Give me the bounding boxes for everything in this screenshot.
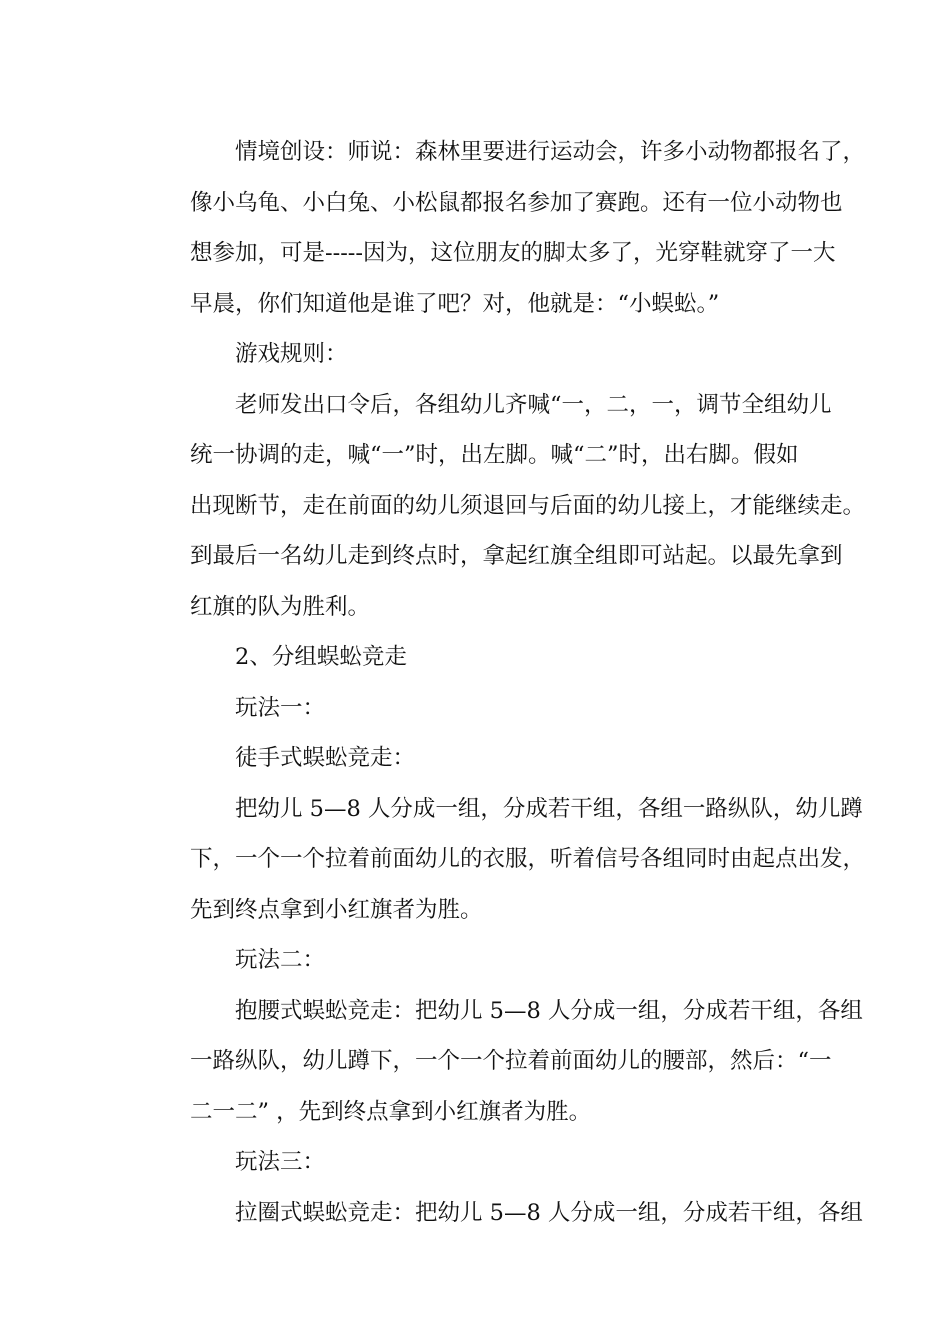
text-line: 出现断节，走在前面的幼儿须退回与后面的幼儿接上，才能继续走。 [190,492,866,519]
paragraph-method-one-title [145,733,815,784]
text-line: 一路纵队，幼儿蹲下，一个一个拉着前面幼儿的腰部，然后：“一 [190,1048,832,1074]
text-line: 玩法二： [235,947,326,973]
text-line: 游戏规则： [235,341,348,367]
text-line: 到最后一名幼儿走到终点时，拿起红旗全组即可站起。以最先拿到 [190,543,843,569]
text-line: 统一协调的走，喊“一”时，出左脚。喊“二”时，出右脚。假如 [190,442,799,468]
text-line: 二一二” ，先到终点拿到小红旗者为胜。 [190,1098,592,1125]
text-line: 像小乌龟、小白兔、小松鼠都报名参加了赛跑。还有一位小动物也 [190,189,843,216]
text-line: 抱腰式蜈蚣竞走：把幼儿 5—8 人分成一组，分成若干组，各组 [235,997,863,1024]
paragraph-rules [145,380,866,633]
text-line: 想参加，可是-----因为，这位朋友的脚太多了，光穿鞋就穿了一大 [190,240,836,266]
paragraph-method-two-body [145,986,863,1138]
paragraph-scenario [145,127,866,329]
text-line: 早晨，你们知道他是谁了吧？对，他就是：“小蜈蚣。” [190,290,720,317]
paragraph-method-one-heading [145,683,815,734]
text-line: 下，一个一个拉着前面幼儿的衣服，听着信号各组同时由起点出发， [190,846,866,872]
text-line: 先到终点拿到小红旗者为胜。 [190,896,483,923]
text-line: 2、分组蜈蚣竞走 [235,644,407,670]
paragraph-method-two-heading [145,935,815,986]
text-line: 玩法一： [235,694,326,721]
text-line: 玩法三： [235,1149,326,1175]
text-line: 老师发出口令后，各组幼儿齐喊“一，二，一，调节全组幼儿 [235,391,832,418]
paragraph-rules-heading [145,329,815,380]
paragraph-section-heading [145,632,815,683]
document-body [145,127,866,1238]
text-line: 情境创设：师说：森林里要进行运动会，许多小动物都报名了， [235,139,866,165]
paragraph-method-three-heading [145,1137,815,1188]
text-line: 徒手式蜈蚣竞走： [235,745,416,771]
text-line: 红旗的队为胜利。 [190,593,371,620]
text-line: 拉圈式蜈蚣竞走：把幼儿 5—8 人分成一组，分成若干组，各组 [235,1199,863,1226]
text-line: 把幼儿 5—8 人分成一组，分成若干组，各组一路纵队，幼儿蹲 [235,795,863,822]
paragraph-method-one-body [145,784,866,936]
paragraph-method-three-body [145,1188,863,1239]
